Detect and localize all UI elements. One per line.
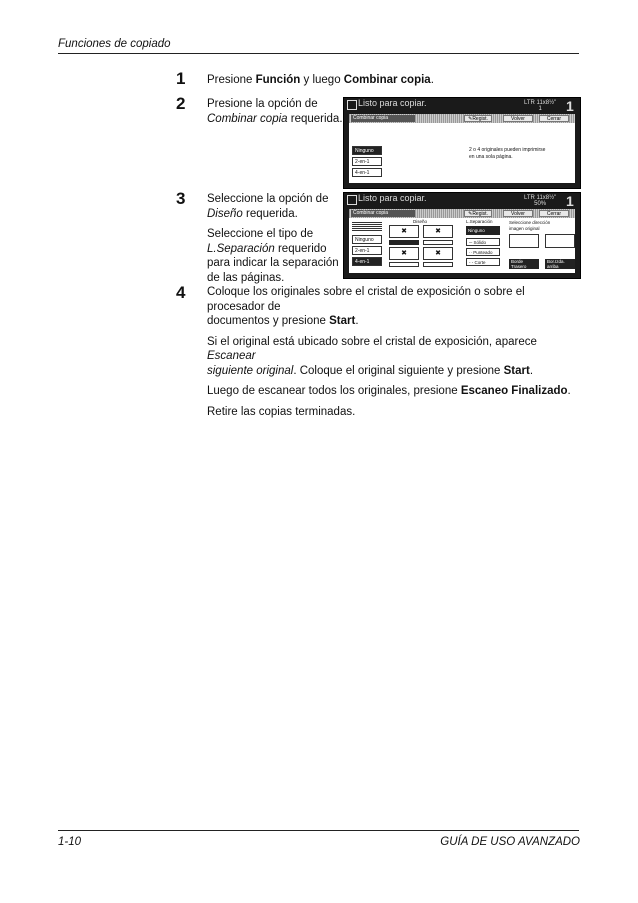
direction-icon-1[interactable]: [509, 234, 539, 248]
option-4in1[interactable]: 4-en-1: [352, 168, 382, 177]
screen-status: Listo para copiar.: [358, 193, 427, 203]
function-panel: [349, 114, 575, 183]
back-edge-button[interactable]: Borde Trasero: [509, 259, 539, 269]
option-2in1[interactable]: 2-en-1: [352, 246, 382, 255]
sep-dotted[interactable]: ·· Punteado: [466, 248, 500, 256]
paper-size: LTR 11x8½" 1: [524, 100, 557, 112]
tab-bar: [349, 209, 575, 218]
back-button[interactable]: Volver: [503, 115, 533, 122]
paper-size: LTR 11x8½" 50%: [524, 195, 557, 207]
step-1-number: 1: [176, 69, 186, 88]
direction-icon-2[interactable]: [545, 234, 575, 248]
back-button[interactable]: Volver: [503, 210, 533, 217]
tab-combine-copy[interactable]: Combinar copia: [351, 210, 415, 217]
status-icon: [347, 100, 357, 110]
page-number: 1-10: [58, 836, 82, 848]
footer-rule: [58, 830, 579, 831]
close-button[interactable]: Cerrar: [539, 210, 569, 217]
option-none[interactable]: Ninguno: [352, 235, 382, 244]
step-1-text: Presione Función y luego Combinar copia.: [207, 74, 434, 86]
close-button[interactable]: Cerrar: [539, 115, 569, 122]
layout-bar-4[interactable]: [423, 262, 453, 267]
step-2-text: Presione la opción de Combinar copia requerida.: [207, 98, 343, 125]
step-3-text: Seleccione la opción de Diseño requerida. Seleccione el tipo de L.Separación requerido para indicar la separación de las páginas.: [207, 193, 339, 284]
layout-icon-4[interactable]: ✖: [423, 247, 453, 260]
separator-label: L.Separación: [466, 219, 493, 224]
control-panel-screen-2: [343, 192, 581, 279]
control-panel-screen-1: [343, 97, 581, 189]
layout-bar-2[interactable]: [423, 240, 453, 245]
layout-bar-3[interactable]: [389, 262, 419, 267]
copy-count: 1: [566, 193, 574, 209]
sep-none[interactable]: Ninguno: [466, 226, 500, 235]
option-none[interactable]: Ninguno: [352, 146, 382, 155]
layout-label: Diseño: [413, 219, 428, 224]
top-edge-button[interactable]: Bor.Izda. arriba: [545, 259, 575, 269]
tab-combine-copy[interactable]: Combinar copia: [351, 115, 415, 122]
option-2in1[interactable]: 2-en-1: [352, 157, 382, 166]
sep-cut[interactable]: - - Corte: [466, 258, 500, 266]
option-4in1[interactable]: 4-en-1: [352, 257, 382, 266]
step-4-number: 4: [176, 283, 186, 302]
register-button[interactable]: ✎Regist.: [464, 115, 492, 122]
combine-icon: [352, 221, 382, 231]
sep-solid[interactable]: ─ Sólido: [466, 238, 500, 246]
step-4-text: Coloque los originales sobre el cristal de exposición o sobre el procesador de documentos y presione Start. Si el original está ubicado sobre el cristal de exposición, aparece Escanear siguiente original. Coloque el original siguiente y presione Start. Luego de escanear todos los originales, presione Escaneo Finalizado. Retire las copias terminadas.: [207, 286, 571, 418]
layout-selected-bar[interactable]: [389, 240, 419, 245]
function-panel: [349, 209, 575, 273]
copy-count: 1: [566, 98, 574, 114]
layout-icon-3[interactable]: ✖: [389, 247, 419, 260]
tab-bar: [349, 114, 575, 123]
header-rule: [58, 53, 579, 54]
section-title: Funciones de copiado: [58, 38, 171, 50]
guide-title: GUÍA DE USO AVANZADO: [440, 836, 580, 848]
register-button[interactable]: ✎Regist.: [464, 210, 492, 217]
layout-icon-1[interactable]: ✖: [389, 225, 419, 238]
screen-status: Listo para copiar.: [358, 98, 427, 108]
step-2-number: 2: [176, 94, 186, 113]
status-icon: [347, 195, 357, 205]
step-3-number: 3: [176, 189, 186, 208]
help-note: 2 o 4 originales pueden imprimirse en una sola página.: [469, 147, 546, 160]
layout-icon-2[interactable]: ✖: [423, 225, 453, 238]
direction-label: Seleccione dirección imagen original: [509, 220, 551, 231]
